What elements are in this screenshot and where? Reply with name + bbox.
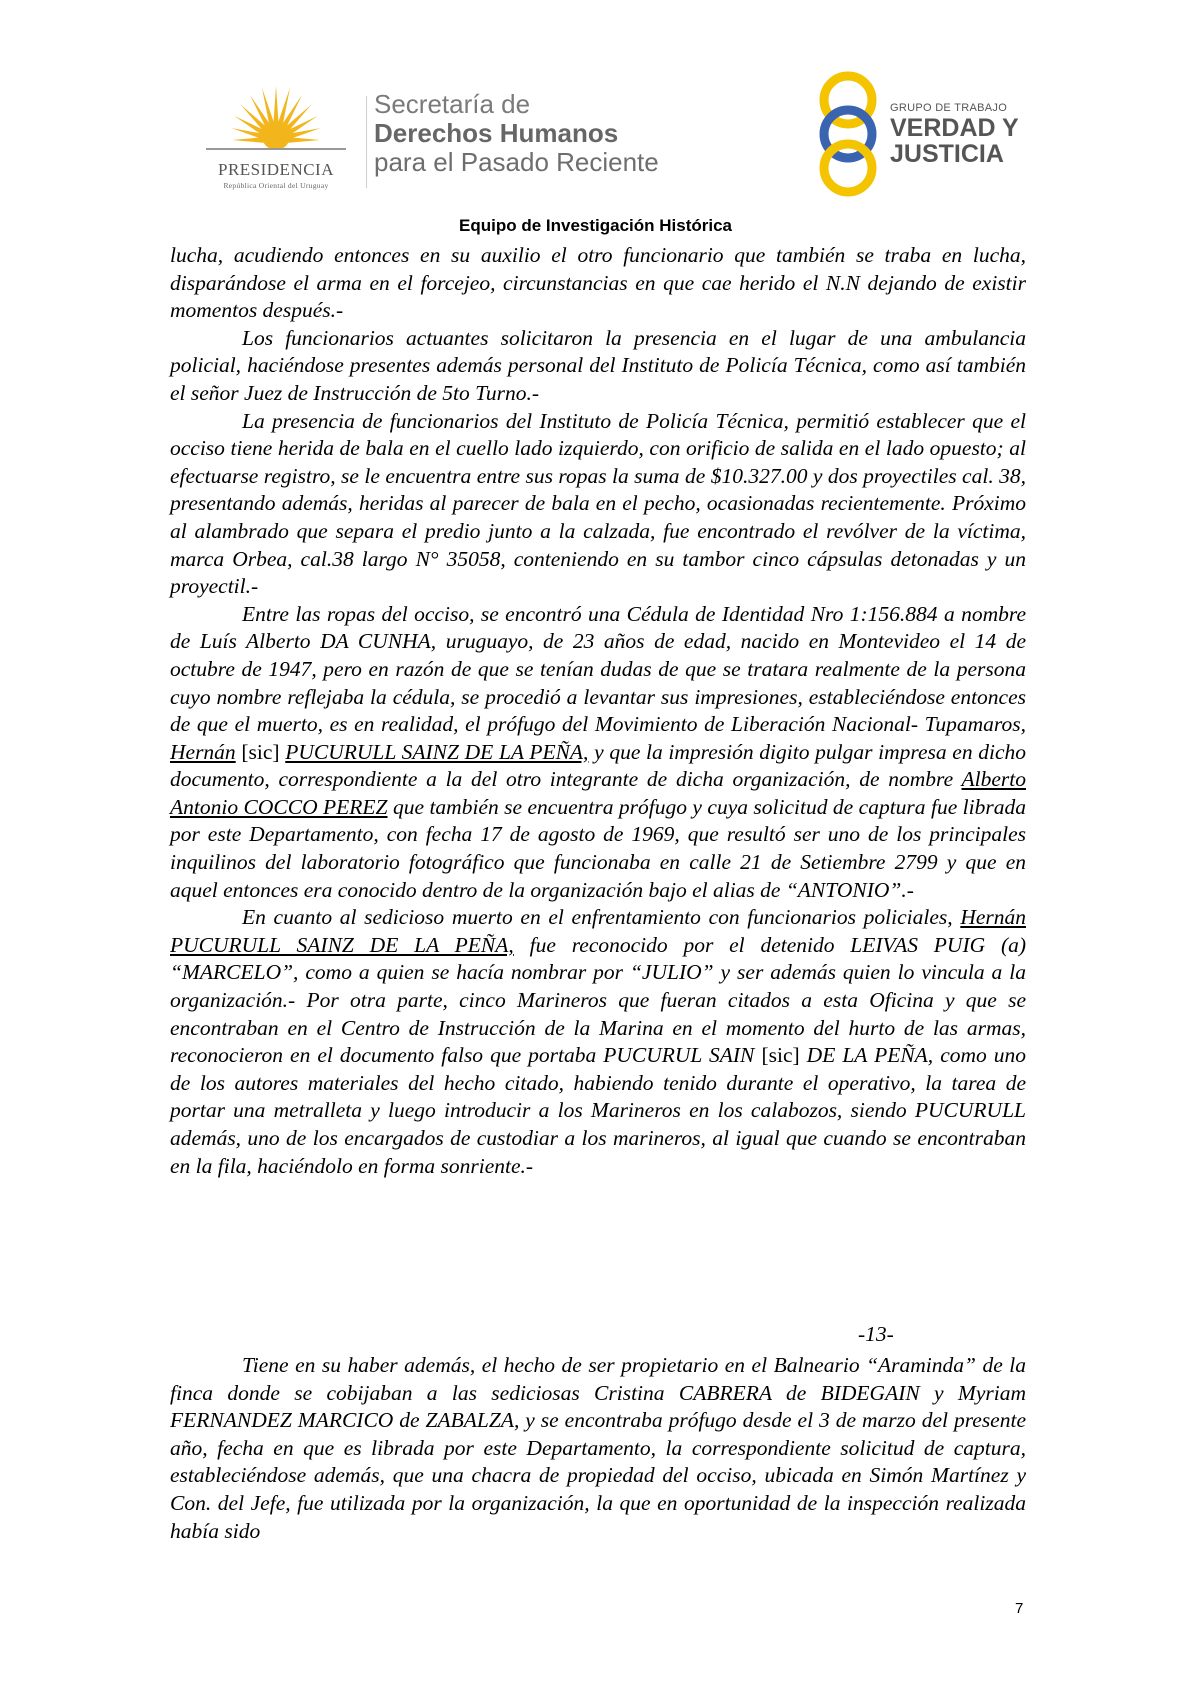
presidencia-logo	[196, 78, 356, 203]
secretaria-logo-text	[374, 90, 659, 177]
rings-icon	[810, 70, 890, 198]
sun-icon	[196, 78, 356, 163]
sic-marker: [sic]	[761, 1043, 800, 1068]
page-number: 7	[1015, 1600, 1024, 1617]
document-body-continued	[170, 1352, 1026, 1545]
paragraph-2: Los funcionarios actuantes solicitaron la presencia en el lugar de una ambulancia policial, haciéndose presentes además personal del Instituto de Policía Técnica, como así también el señor Juez de Instrucción de 5to Turno.-	[170, 325, 1026, 405]
paragraph-5-part-c: DE LA PEÑA, como uno de los autores materiales del hecho citado, habiendo tenido durante el operativo, la tarea de portar una metralleta y luego introducir a los Marineros en los calabozos, siendo PUCURULL además, uno de los encargados de custodiar a los marineros, al igual que cuando se encontraban en la fila, haciéndolo en forma sonriente.-	[170, 1043, 1027, 1178]
paragraph-4-part-b: y que la impresión digito pulgar impresa en dicho documento, correspondiente a la del otro integrante de dicha organización, de nombre	[170, 739, 1027, 792]
presidencia-name: PRESIDENCIA	[217, 160, 334, 179]
name-cocco-perez: Alberto Antonio COCCO PEREZ	[170, 767, 1026, 819]
paragraph-5	[170, 904, 1026, 1180]
name-hernan: Hernán	[170, 739, 236, 764]
secretaria-line2: Derechos Humanos	[374, 118, 619, 148]
paragraph-6: Tiene en su haber además, el hecho de ser propietario en el Balneario “Araminda” de la finca donde se cobijaban a las sediciosas Cristina CABRERA de BIDEGAIN y Myriam FERNANDEZ MARCICO de ZABALZA, y se encontraba prófugo desde el 3 de marzo del presente año, fecha en que es librada por este Departamento, la correspondiente solicitud de captura, estableciéndose además, que una chacra de propiedad del occiso, ubicada en Simón Martínez y Con. del Jefe, fue utilizada por la organización, la que en oportunidad de la inspección realizada había sido	[170, 1353, 1026, 1543]
paragraph-5-part-b: fue reconocido por el detenido LEIVAS PUIG (a) “MARCELO”, como a quien se hacía nombrar por “JULIO” y ser además quien lo vincula a la organización.- Por otra parte, cinco Marineros que fueran citados a esta Oficina y que se encontraban en el Centro de Instrucción de la Marina en el momento del hurto de las armas, reconocieron en el documento falso que portaba PUCURUL SAIN	[170, 932, 1027, 1068]
paragraph-4-part-a: Entre las ropas del occiso, se encontró una Cédula de Identidad Nro 1:156.884 a nombre de Luís Alberto DA CUNHA, uruguayo, de 23 años de edad, nacido en Montevideo el 14 de octubre de 1947, pero en razón de que se tenían dudas de que se tratara realmente de la persona cuyo nombre reflejaba la cédula, se procedió a levantar sus impresiones, estableciéndose entonces de que el muerto, es en realidad, el prófugo del Movimiento de Liberación Nacional- Tupamaros,	[170, 601, 1026, 737]
header-divider	[366, 96, 367, 188]
presidencia-subtitle: República Oriental del Uruguay	[223, 181, 329, 190]
document-body	[170, 242, 1026, 1180]
secretaria-line3: para el Pasado Reciente	[374, 147, 659, 177]
justicia-label: JUSTICIA	[890, 140, 1004, 168]
grupo-verdad-justicia-logo	[810, 64, 1030, 204]
grupo-label: GRUPO DE TRABAJO	[890, 102, 1008, 114]
name-pucurull: PUCURULL SAINZ DE LA PEÑA,	[285, 739, 589, 764]
paragraph-1: lucha, acudiendo entonces en su auxilio el otro funcionario que también se traba en lucha, disparándose el arma en el forcejeo, circunstancias en que cae herido el N.N dejando de existir momentos después.-	[170, 243, 1026, 323]
verdad-label: VERDAD Y	[890, 114, 1019, 142]
page-header	[0, 58, 1191, 198]
paragraph-4-part-c: que también se encuentra prófugo y cuya solicitud de captura fue librada por este Departamento, con fecha 17 de agosto de 1969, que resultó ser uno de los principales inquilinos del laboratorio fotográfico que funcionaba en calle 21 de Setiembre 2799 y que en aquel entonces era conocido dentro de la organización bajo el alias de “ANTONIO”.-	[170, 794, 1026, 902]
secretaria-line1: Secretaría de	[374, 89, 531, 119]
paragraph-5-part-a: En cuanto al sedicioso muerto en el enfrentamiento con funcionarios policiales,	[242, 905, 953, 930]
original-page-marker: -13-	[858, 1322, 894, 1346]
paragraph-3: La presencia de funcionarios del Instituto de Policía Técnica, permitió establecer que el occiso tiene herida de bala en el cuello lado izquierdo, con orificio de salida en el lado opuesto; al efectuarse registro, se le encuentra entre sus ropas la suma de $10.327.00 y dos proyectiles cal. 38, presentando además, heridas al parecer de bala en el pecho, ocasionadas recientemente. Próximo al alambrado que separa el predio junto a la calzada, fue encontrado el revólver de la víctima, marca Orbea, cal.38 largo N° 35058, conteniendo en su tambor cinco cápsulas detonadas y un proyectil.-	[170, 408, 1026, 599]
sic-marker: [sic]	[241, 739, 280, 764]
team-title: Equipo de Investigación Histórica	[459, 216, 732, 235]
name-hernan-pucurull: Hernán PUCURULL SAINZ DE LA PEÑA,	[170, 905, 1026, 957]
paragraph-4	[170, 601, 1026, 905]
